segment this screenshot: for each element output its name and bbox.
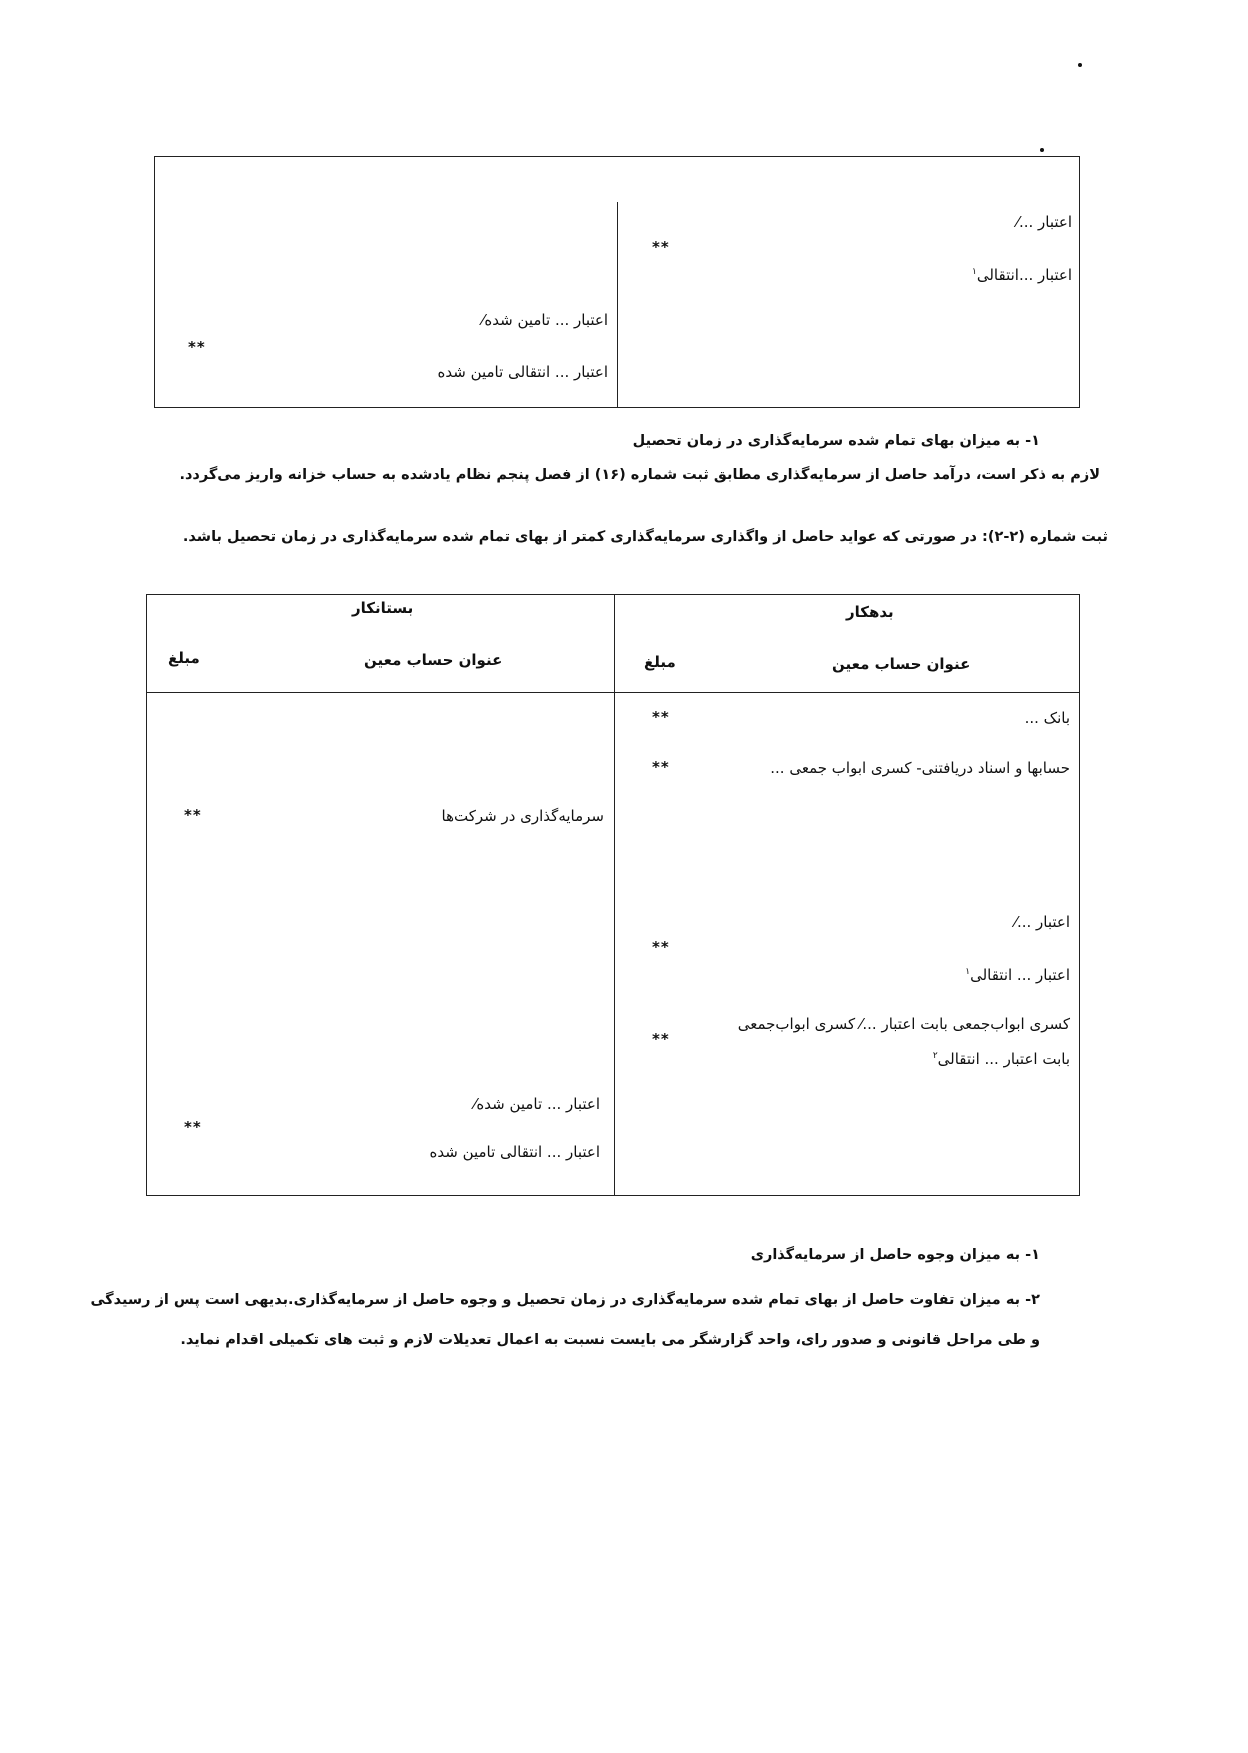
table-2-credit-amount-investment: ** [184,806,202,824]
table-1-credit-amount-1: ** [188,338,206,356]
table-2-debit-amount-bank: ** [652,708,670,726]
table-2-debit-row-transfer: اعتبار ... انتقالی$^۱$ [965,966,1070,984]
journal-table-2 [146,594,1080,1196]
debit-col-account: عنوان حساب معین [832,655,971,673]
scan-dot [1040,148,1044,152]
table-2-debit-amount-receivables: ** [652,758,670,776]
note-1-item-1: ۱- به میزان بهای تمام شده سرمایه‌گذاری در زمان تحصیل [632,433,1040,449]
table-2-debit-amount-credit: ** [652,938,670,956]
credit-col-account: عنوان حساب معین [364,651,503,669]
debit-col-amount: مبلغ [644,653,676,671]
note-2-item-1: ۱- به میزان وجوه حاصل از سرمایه‌گذاری [750,1247,1040,1263]
note-2-item-2: ۲- به میزان تفاوت حاصل از بهای تمام شده سرمایه‌گذاری در زمان تحصیل و وجوه حاصل از سرمایه‌گذاری.بدیهی است پس از رسیدگی و طی مراحل قانونی و صدور رای، واحد گزارشگر می بایست نسبت به اعمال تعدیلات لازم و ثبت های تکمیلی اقدام نماید. [90,1292,1040,1348]
note-1-reminder: لازم به ذکر است، درآمد حاصل از سرمایه‌گذاری مطابق ثبت شماره (۱۶) از فصل پنجم نظام یادشده به حساب خزانه واریز می‌گردد. [179,467,1100,483]
table-1-divider [617,202,618,408]
table-2-debit-row-shortage-cont: بابت اعتبار ... انتقالی$^۲$ [932,1050,1070,1068]
table-2-credit-row-funded: اعتبار ... تامین شده⁄ [473,1095,600,1113]
table-2-header-rule [146,692,1080,693]
table-1-credit-row-1: اعتبار ... تامین شده⁄ [481,311,608,329]
table-1-credit-row-2: اعتبار ... انتقالی تامین شده [437,363,608,381]
table-1-debit-amount-1: ** [652,238,670,256]
debit-header: بدهکار [846,603,894,621]
credit-col-amount: مبلغ [168,649,200,667]
table-2-debit-row-shortage: کسری ابواب‌جمعی بابت اعتبار ...⁄ کسری ابواب‌جمعی [737,1015,1070,1033]
entry-heading: ثبت شماره (۲-۲): در صورتی که عواید حاصل از واگذاری سرمایه‌گذاری کمتر از بهای تمام شده سرمایه‌گذاری در زمان تحصیل باشد. [182,529,1108,545]
table-1-debit-row-1: اعتبار ...⁄ [1016,213,1072,231]
table-2-debit-row-bank: بانک ... [1024,709,1070,727]
table-2-debit-row-receivables: حسابها و اسناد دریافتنی- کسری ابواب جمعی ... [770,759,1070,777]
table-2-credit-row-funded-transfer: اعتبار ... انتقالی تامین شده [429,1143,600,1161]
table-2-credit-amount-funded: ** [184,1118,202,1136]
scan-dot [1078,63,1082,67]
table-2-debit-row-credit: اعتبار ...⁄ [1014,913,1070,931]
table-2-credit-row-investment: سرمایه‌گذاری در شرکت‌ها [441,807,604,825]
table-2-divider [614,594,615,1196]
table-1-debit-row-2: اعتبار ...انتقالی$^۱$ [972,266,1072,284]
credit-header: بستانکار [352,599,414,617]
table-2-debit-amount-shortage: ** [652,1030,670,1048]
